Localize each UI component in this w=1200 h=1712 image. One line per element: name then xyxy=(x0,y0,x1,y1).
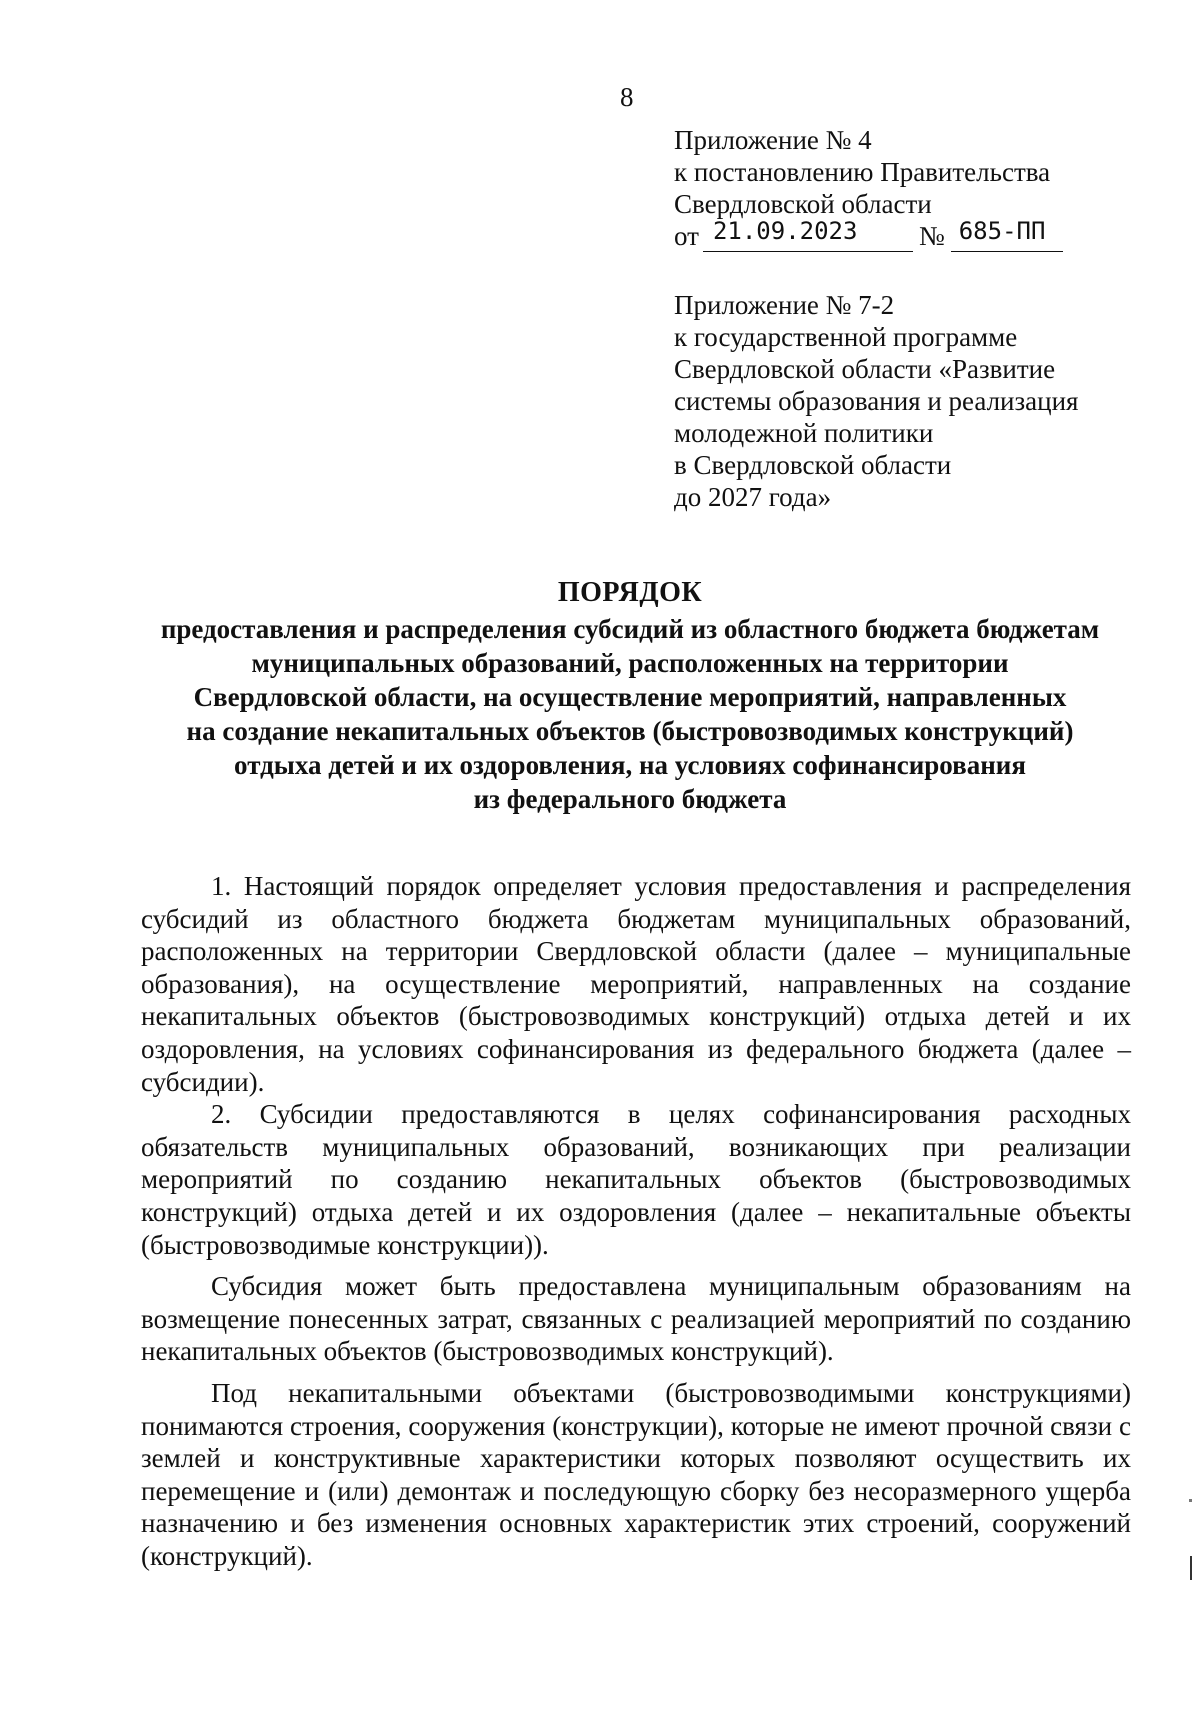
document-subtitle-line: из федерального бюджета xyxy=(473,784,787,814)
from-label: от xyxy=(674,221,699,251)
resolution-number: 685-ПП xyxy=(958,217,1046,245)
annex-resolution-line: Приложение № 4 xyxy=(674,125,872,155)
annex-program-line: в Свердловской области xyxy=(674,450,952,480)
resolution-date-number-line xyxy=(674,217,1063,252)
annex-program-block xyxy=(674,289,1078,513)
annex-resolution-line: к постановлению Правительства xyxy=(674,157,1051,187)
paragraph-1: 1. Настоящий порядок определяет условия предоставления и распределения субсидий из областного бюджета бюджетам муниципальных образований, расположенных на территории Свердловской области (далее – муниципальные образования), на осуществление мероприятий, направленных на создание некапитальных объектов (быстровозводимых конструкций) отдыха детей и их оздоровления, на условиях софинансирования из федерального бюджета (далее – субсидии). xyxy=(141,871,1131,1097)
number-label: № xyxy=(918,221,945,251)
document-subtitle-line: Свердловской области, на осуществление мероприятий, направленных xyxy=(193,682,1067,712)
document-subtitle-line: муниципальных образований, расположенных на территории xyxy=(251,648,1009,678)
document-subtitle-line: предоставления и распределения субсидий из областного бюджета бюджетам xyxy=(160,614,1100,644)
document-body xyxy=(141,870,1131,1572)
annex-program-line: Свердловской области «Развитие xyxy=(674,354,1056,384)
paragraph-4: Под некапитальными объектами (быстровозводимыми конструкциями) понимаются строения, сооружения (конструкции), которые не имеют прочной связи с землей и конструктивные характеристики которых позволяют осуществить их перемещение и (или) демонтаж и последующую сборку без несоразмерного ущерба назначению и без изменения основных характеристик этих строений, сооружений (конструкций). xyxy=(141,1377,1131,1571)
annex-program-line: до 2027 года» xyxy=(674,482,832,512)
paragraph-3: Субсидия может быть предоставлена муниципальным образованиям на возмещение понесенных затрат, связанных с реализацией мероприятий по созданию некапитальных объектов (быстровозводимых конструкций). xyxy=(141,1271,1131,1367)
page-number: 8 xyxy=(620,82,634,112)
annex-program-line: к государственной программе xyxy=(674,322,1018,352)
scan-artifact-mark xyxy=(1190,1556,1192,1580)
scan-artifact-dot xyxy=(1189,1499,1192,1502)
annex-program-line: системы образования и реализация xyxy=(674,386,1079,416)
document-title-block xyxy=(120,576,1140,816)
annex-resolution-block xyxy=(674,124,1063,252)
annex-program-line: Приложение № 7-2 xyxy=(674,290,895,320)
document-subtitle-line: отдыха детей и их оздоровления, на условиях софинансирования xyxy=(234,750,1026,780)
annex-resolution-line: Свердловской области xyxy=(674,189,932,219)
paragraph-2: 2. Субсидии предоставляются в целях софинансирования расходных обязательств муниципальных образований, возникающих при реализации мероприятий по созданию некапитальных объектов (быстровозводимых конструкций) отдыха детей и их оздоровления (далее – некапитальные объекты (быстровозводимые конструкции)). xyxy=(141,1099,1131,1260)
resolution-date: 21.09.2023 xyxy=(712,217,858,245)
document-title: ПОРЯДОК xyxy=(557,577,703,608)
number-field xyxy=(951,217,1063,252)
date-field xyxy=(703,217,913,252)
annex-program-line: молодежной политики xyxy=(674,418,934,448)
document-subtitle-line: на создание некапитальных объектов (быстровозводимых конструкций) xyxy=(186,716,1074,746)
